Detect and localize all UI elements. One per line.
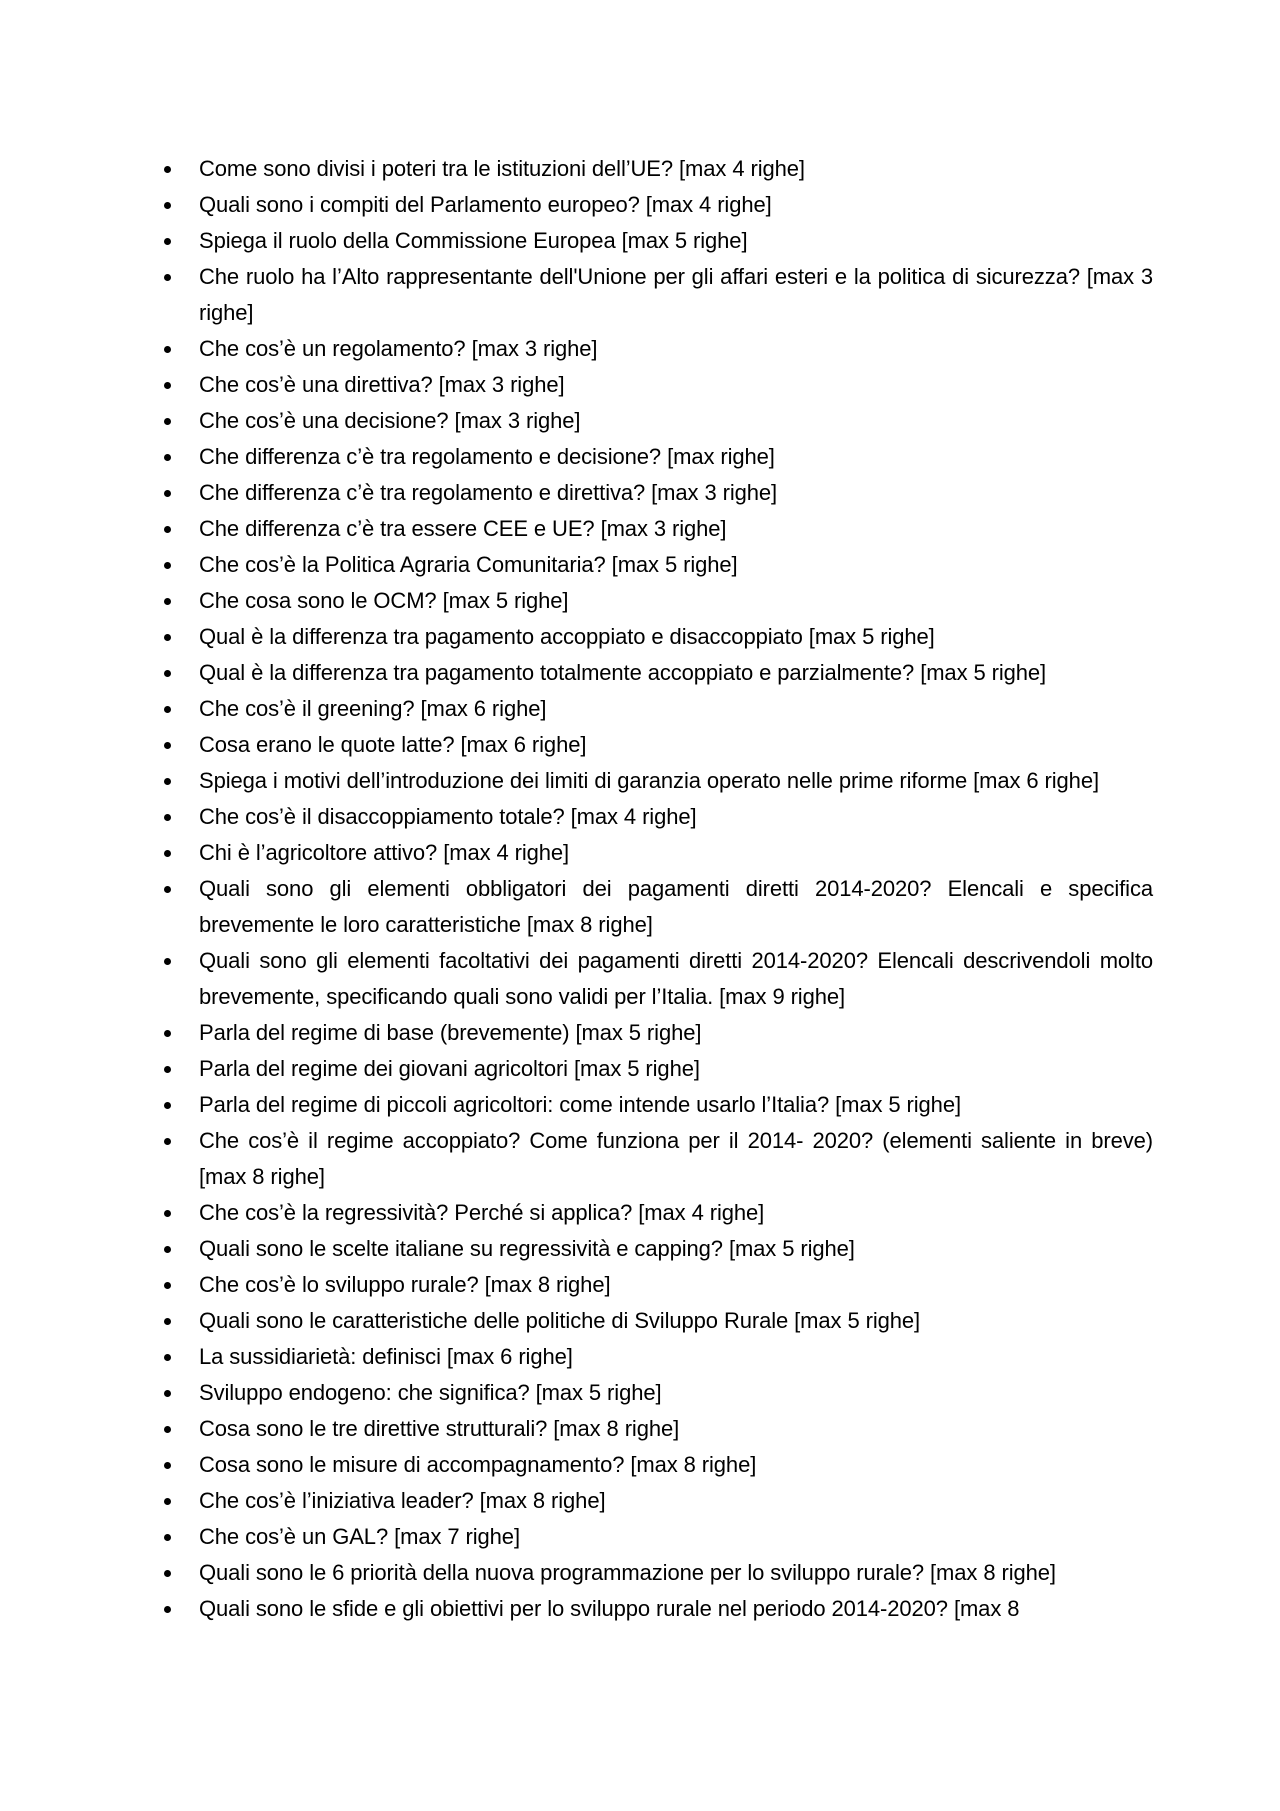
list-item <box>0 1123 1153 1195</box>
question-text: Che cosa sono le OCM? [max 5 righe] <box>199 588 569 613</box>
question-text: Che cos’è il regime accoppiato? Come funziona per il 2014- 2020? (elementi saliente in breve) [max 8 righe] <box>199 1128 1153 1189</box>
bullet-icon <box>164 1102 171 1109</box>
list-item <box>0 511 1153 547</box>
question-text: Chi è l’agricoltore attivo? [max 4 righe] <box>199 840 570 865</box>
question-text: Che cos’è un regolamento? [max 3 righe] <box>199 336 598 361</box>
question-text: Qual è la differenza tra pagamento accoppiato e disaccoppiato [max 5 righe] <box>199 624 935 649</box>
list-item <box>0 691 1153 727</box>
question-list <box>0 151 1280 1627</box>
list-item <box>0 583 1153 619</box>
list-item <box>0 151 1153 187</box>
question-text: Che differenza c’è tra essere CEE e UE? [max 3 righe] <box>199 516 727 541</box>
list-item <box>0 763 1153 799</box>
list-item <box>0 943 1153 1015</box>
question-text: Che cos’è lo sviluppo rurale? [max 8 righe] <box>199 1272 611 1297</box>
question-text: Cosa sono le misure di accompagnamento? [max 8 righe] <box>199 1452 757 1477</box>
bullet-icon <box>164 886 171 893</box>
bullet-icon <box>164 1318 171 1325</box>
question-text: Che cos’è una decisione? [max 3 righe] <box>199 408 581 433</box>
bullet-icon <box>164 670 171 677</box>
list-item <box>0 1303 1153 1339</box>
bullet-icon <box>164 598 171 605</box>
bullet-icon <box>164 1498 171 1505</box>
bullet-icon <box>164 526 171 533</box>
bullet-icon <box>164 1210 171 1217</box>
bullet-icon <box>164 202 171 209</box>
question-text: Spiega i motivi dell’introduzione dei limiti di garanzia operato nelle prime riforme [max 6 righe] <box>199 768 1099 793</box>
question-text: Quali sono gli elementi facoltativi dei pagamenti diretti 2014-2020? Elencali descrivendoli molto brevemente, specificando quali sono validi per l’Italia. [max 9 righe] <box>199 948 1153 1009</box>
list-item <box>0 619 1153 655</box>
question-text: Sviluppo endogeno: che significa? [max 5 righe] <box>199 1380 662 1405</box>
bullet-icon <box>164 238 171 245</box>
question-text: La sussidiarietà: definisci [max 6 righe] <box>199 1344 573 1369</box>
list-item <box>0 799 1153 835</box>
question-text: Come sono divisi i poteri tra le istituzioni dell’UE? [max 4 righe] <box>199 156 805 181</box>
bullet-icon <box>164 1534 171 1541</box>
question-text: Che cos’è il disaccoppiamento totale? [max 4 righe] <box>199 804 697 829</box>
list-item <box>0 439 1153 475</box>
bullet-icon <box>164 166 171 173</box>
list-item <box>0 1375 1153 1411</box>
question-text: Quali sono le sfide e gli obiettivi per lo sviluppo rurale nel periodo 2014-2020? [max 8 <box>199 1596 1020 1621</box>
question-text: Cosa erano le quote latte? [max 6 righe] <box>199 732 587 757</box>
list-item <box>0 187 1153 223</box>
list-item <box>0 655 1153 691</box>
bullet-icon <box>164 1354 171 1361</box>
list-item <box>0 1231 1153 1267</box>
bullet-icon <box>164 1390 171 1397</box>
question-text: Che differenza c’è tra regolamento e direttiva? [max 3 righe] <box>199 480 778 505</box>
list-item <box>0 871 1153 943</box>
bullet-icon <box>164 1606 171 1613</box>
question-text: Che cos’è un GAL? [max 7 righe] <box>199 1524 520 1549</box>
list-item <box>0 1447 1153 1483</box>
bullet-icon <box>164 1282 171 1289</box>
bullet-icon <box>164 274 171 281</box>
list-item <box>0 1411 1153 1447</box>
bullet-icon <box>164 706 171 713</box>
list-item <box>0 367 1153 403</box>
bullet-icon <box>164 418 171 425</box>
list-item <box>0 1087 1153 1123</box>
list-item <box>0 1591 1153 1627</box>
list-item <box>0 1519 1153 1555</box>
question-text: Che cos’è l’iniziativa leader? [max 8 righe] <box>199 1488 606 1513</box>
list-item <box>0 1339 1153 1375</box>
question-text: Parla del regime di base (brevemente) [max 5 righe] <box>199 1020 702 1045</box>
bullet-icon <box>164 778 171 785</box>
list-item <box>0 1195 1153 1231</box>
question-text: Che cos’è la regressività? Perché si applica? [max 4 righe] <box>199 1200 765 1225</box>
bullet-icon <box>164 1462 171 1469</box>
list-item <box>0 1267 1153 1303</box>
bullet-icon <box>164 490 171 497</box>
bullet-icon <box>164 346 171 353</box>
question-text: Che cos’è il greening? [max 6 righe] <box>199 696 547 721</box>
list-item <box>0 835 1153 871</box>
bullet-icon <box>164 958 171 965</box>
list-item <box>0 1015 1153 1051</box>
question-text: Qual è la differenza tra pagamento totalmente accoppiato e parzialmente? [max 5 righe] <box>199 660 1047 685</box>
question-text: Spiega il ruolo della Commissione Europea [max 5 righe] <box>199 228 748 253</box>
list-item <box>0 1051 1153 1087</box>
bullet-icon <box>164 814 171 821</box>
question-text: Quali sono gli elementi obbligatori dei pagamenti diretti 2014-2020? Elencali e specifica brevemente le loro caratteristiche [max 8 righe] <box>199 876 1153 937</box>
list-item <box>0 1483 1153 1519</box>
bullet-icon <box>164 634 171 641</box>
question-text: Quali sono le 6 priorità della nuova programmazione per lo sviluppo rurale? [max 8 righe] <box>199 1560 1056 1585</box>
bullet-icon <box>164 382 171 389</box>
bullet-icon <box>164 454 171 461</box>
question-text: Quali sono le scelte italiane su regressività e capping? [max 5 righe] <box>199 1236 855 1261</box>
list-item <box>0 403 1153 439</box>
list-item <box>0 259 1153 331</box>
list-item <box>0 727 1153 763</box>
bullet-icon <box>164 850 171 857</box>
question-text: Che ruolo ha l’Alto rappresentante dell'Unione per gli affari esteri e la politica di sicurezza? [max 3 righe] <box>199 264 1153 325</box>
bullet-icon <box>164 1426 171 1433</box>
question-text: Parla del regime dei giovani agricoltori [max 5 righe] <box>199 1056 700 1081</box>
list-item <box>0 547 1153 583</box>
bullet-icon <box>164 1570 171 1577</box>
bullet-icon <box>164 742 171 749</box>
question-text: Parla del regime di piccoli agricoltori: come intende usarlo l’Italia? [max 5 righe] <box>199 1092 961 1117</box>
list-item <box>0 331 1153 367</box>
list-item <box>0 475 1153 511</box>
question-text: Che cos’è la Politica Agraria Comunitaria? [max 5 righe] <box>199 552 738 577</box>
question-text: Quali sono i compiti del Parlamento europeo? [max 4 righe] <box>199 192 772 217</box>
question-text: Quali sono le caratteristiche delle politiche di Sviluppo Rurale [max 5 righe] <box>199 1308 921 1333</box>
question-text: Che differenza c’è tra regolamento e decisione? [max righe] <box>199 444 775 469</box>
bullet-icon <box>164 1066 171 1073</box>
bullet-icon <box>164 1138 171 1145</box>
question-text: Che cos’è una direttiva? [max 3 righe] <box>199 372 565 397</box>
question-text: Cosa sono le tre direttive strutturali? [max 8 righe] <box>199 1416 680 1441</box>
list-item <box>0 223 1153 259</box>
list-item <box>0 1555 1153 1591</box>
bullet-icon <box>164 1030 171 1037</box>
bullet-icon <box>164 562 171 569</box>
bullet-icon <box>164 1246 171 1253</box>
